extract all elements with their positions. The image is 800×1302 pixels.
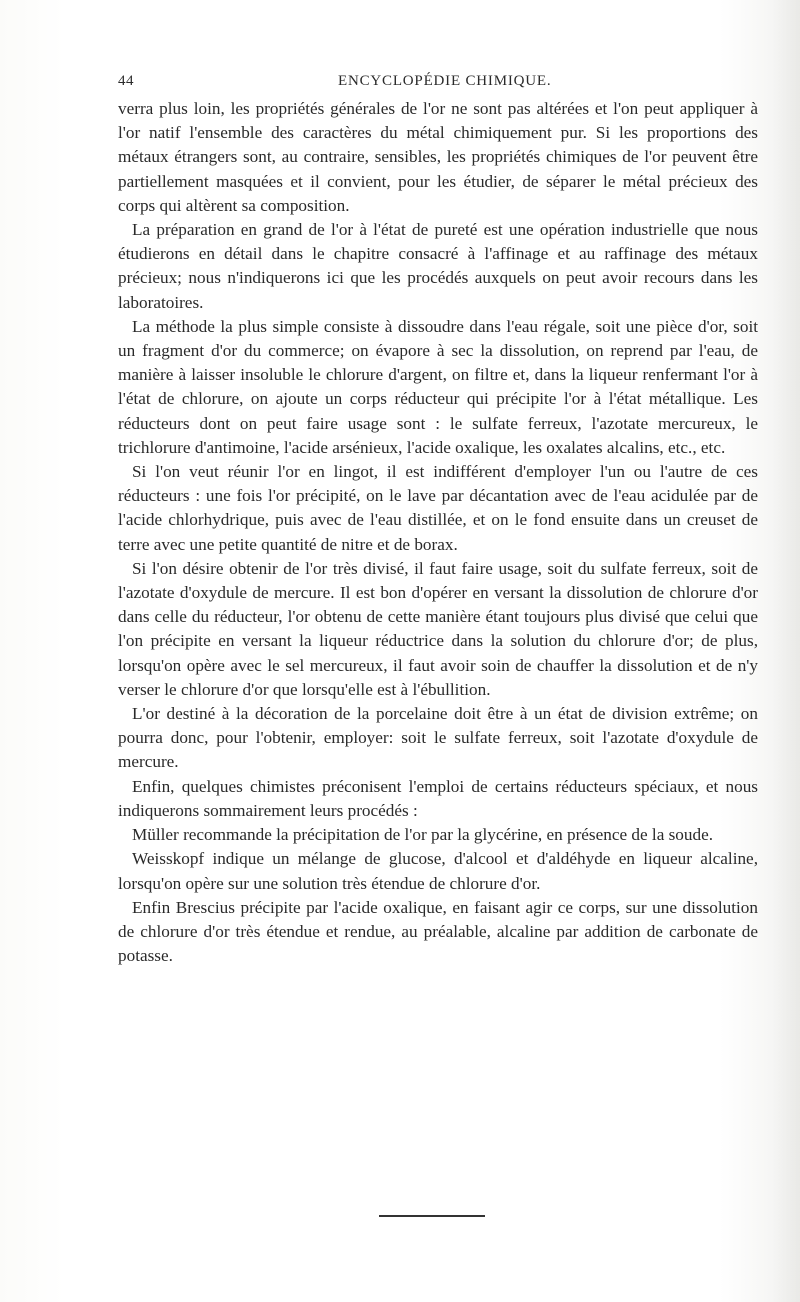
paragraph: Müller recommande la précipitation de l'or par la glycérine, en présence de la soude.	[132, 825, 714, 845]
section-end-rule	[379, 1215, 485, 1217]
paragraph: Enfin, quelques chimistes préconisent l'emploi de certains réducteurs spéciaux, et nous indiquerons sommairement leurs procédés :	[118, 776, 758, 820]
body-text	[118, 97, 758, 968]
paragraph: Weisskopf indique un mélange de glucose, d'alcool et d'aldéhyde en liqueur alcaline, lorsqu'on opère sur une solution très étendue de chlorure d'or.	[118, 849, 758, 893]
page-edge-shadow	[772, 0, 800, 1302]
paragraph: Si l'on veut réunir l'or en lingot, il est indifférent d'employer l'un ou l'autre de ces réducteurs : une fois l'or précipité, on le lave par décantation avec de l'eau acidulée par de l'acide chlorhydrique, puis avec de l'eau distillée, et on le fond ensuite dans un creuset de terre avec une petite quantité de nitre et de borax.	[118, 462, 758, 554]
page-number: 44	[118, 73, 134, 89]
paragraph: La méthode la plus simple consiste à dissoudre dans l'eau régale, soit une pièce d'or, soit un fragment d'or du commerce; on évapore à sec la dissolution, on reprend par l'eau, de manière à laisser insoluble le chlorure d'argent, on filtre et, dans la liqueur renfermant l'or à l'état de chlorure, on ajoute un corps réducteur qui précipite l'or à l'état métallique. Les réducteurs dont on peut faire usage sont : le sulfate ferreux, l'azotate mercureux, le trichlorure d'antimoine, l'acide arsénieux, l'acide oxalique, les oxalates alcalins, etc., etc.	[118, 316, 758, 457]
paragraph: verra plus loin, les propriétés générales de l'or ne sont pas altérées et l'on peut appliquer à l'or natif l'ensemble des caractères du métal chimiquement pur. Si les proportions des métaux étrangers sont, au contraire, sensibles, les propriétés chimiques de l'or peuvent être partiellement masquées et il convient, pour les étudier, de séparer le métal précieux des corps qui altèrent sa composition.	[118, 99, 758, 215]
page-header	[118, 73, 758, 95]
paragraph: L'or destiné à la décoration de la porcelaine doit être à un état de division extrême; on pourra donc, pour l'obtenir, employer: soit le sulfate ferreux, soit l'azotate d'oxydule de mercure.	[118, 704, 758, 772]
paragraph: Enfin Brescius précipite par l'acide oxalique, en faisant agir ce corps, sur une dissolution de chlorure d'or très étendue et rendue, au préalable, alcaline par addition de carbonate de potasse.	[118, 897, 758, 966]
running-title: ENCYCLOPÉDIE CHIMIQUE.	[338, 73, 552, 89]
paragraph: La préparation en grand de l'or à l'état de pureté est une opération industrielle que nous étudierons en détail dans le chapitre consacré à l'affinage et au raffinage des métaux précieux; nous n'indiquerons ici que les procédés auxquels on peut avoir recours dans les laboratoires.	[118, 220, 758, 312]
paragraph: Si l'on désire obtenir de l'or très divisé, il faut faire usage, soit du sulfate ferreux, soit de l'azotate d'oxydule de mercure. Il est bon d'opérer en versant la dissolution de chlorure d'or dans celle du réducteur, l'or obtenu de cette manière étant toujours plus divisé que celui que l'on précipite en versant la liqueur réductrice dans la solution du chlorure d'or; de plus, lorsqu'on opère avec le sel mercureux, il faut avoir soin de chauffer la dissolution et de n'y verser le chlorure d'or que lorsqu'elle est à l'ébullition.	[118, 558, 758, 699]
